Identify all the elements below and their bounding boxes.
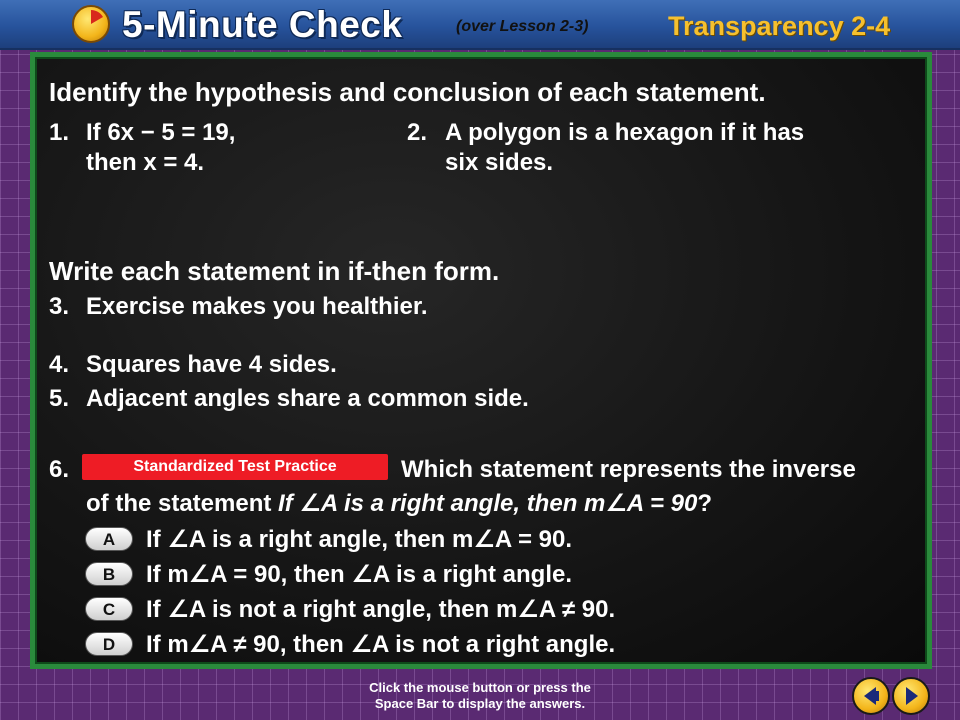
option-a-badge[interactable]: A [85,527,133,551]
next-arrow-icon [894,679,928,713]
q3-number: 3. [49,293,70,320]
footer-line2: Space Bar to display the answers. [374,696,586,711]
option-c-badge[interactable]: C [85,597,133,621]
q1-line2: then x = 4. [86,149,205,176]
option-d-text[interactable]: If m∠A ≠ 90, then ∠A is not a right angle. [146,631,616,658]
q5-number: 5. [49,385,70,412]
q2-line2: six sides. [445,149,554,176]
q3-text: Exercise makes you healthier. [86,293,428,320]
q4-number: 4. [49,351,70,378]
chalkboard [30,52,932,669]
slide-subtitle: (over Lesson 2-3) [456,18,589,35]
option-c-text[interactable]: If ∠A is not a right angle, then m∠A ≠ 90. [146,596,616,623]
clock-icon [72,5,110,43]
transparency-label: Transparency 2-4 [668,11,891,41]
section2-heading: Write each statement in if-then form. [49,256,500,286]
option-a-text[interactable]: If ∠A is a right angle, then m∠A = 90. [146,526,572,553]
next-button[interactable] [892,677,930,715]
option-b-badge[interactable]: B [85,562,133,586]
option-b-text[interactable]: If m∠A = 90, then ∠A is a right angle. [146,561,572,588]
slide-title: 5-Minute Check [122,4,403,45]
q5-text: Adjacent angles share a common side. [86,385,529,412]
q2-number: 2. [407,119,428,146]
q6-line2 [86,489,712,518]
q6-line2-prefix: of the statement [86,490,279,517]
q6-statement: If ∠A is a right angle, then m∠A = 90 [278,490,698,517]
q4-text: Squares have 4 sides. [86,351,337,378]
footer-instructions [300,680,660,712]
footer-line1: Click the mouse button or press the [369,680,591,695]
q2-line1: A polygon is a hexagon if it has [445,119,805,146]
standardized-test-badge: Standardized Test Practice [82,454,388,480]
previous-button[interactable] [852,677,890,715]
q1-number: 1. [49,119,70,146]
previous-arrow-icon [854,679,888,713]
option-d-badge[interactable]: D [85,632,133,656]
q6-line1: Which statement represents the inverse [401,456,856,483]
q6-number: 6. [49,456,70,483]
q6-line2-suffix: ? [697,490,713,517]
slide-header [0,0,960,50]
q1-line1: If 6x − 5 = 19, [86,119,236,146]
section1-heading: Identify the hypothesis and conclusion of each statement. [49,77,766,107]
